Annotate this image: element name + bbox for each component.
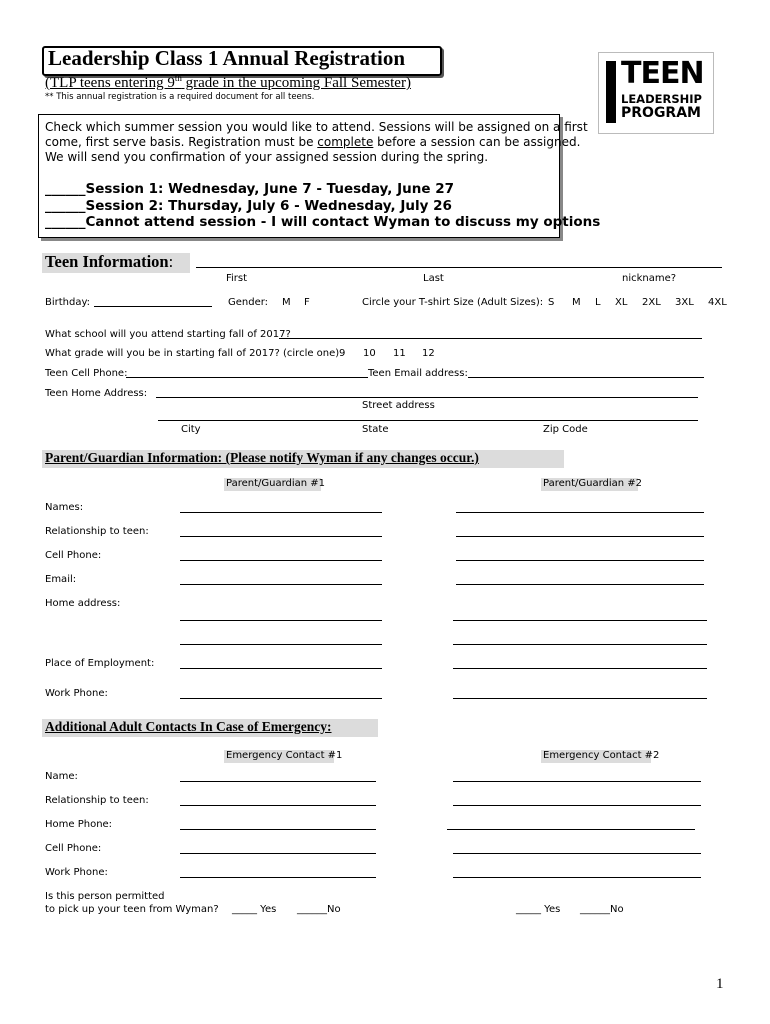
size-2xl[interactable]: 2XL <box>642 297 661 308</box>
teen-cell-label: Teen Cell Phone: <box>45 368 128 379</box>
parent-names-label: Names: <box>45 502 84 513</box>
teen-email-label: Teen Email address: <box>368 368 468 379</box>
first-label: First <box>226 273 248 284</box>
session-instructions-2: come, first serve basis. Registration must be complete before a session can be assigned. <box>45 135 581 149</box>
page-number: 1 <box>716 976 724 992</box>
parent2-col-label: Parent/Guardian #2 <box>543 478 643 489</box>
school-field[interactable] <box>279 338 702 339</box>
emergency1-cell-field[interactable] <box>180 853 376 854</box>
teen-email-field[interactable] <box>468 377 704 378</box>
emergency2-name-field[interactable] <box>453 781 701 782</box>
parent2-cell-field[interactable] <box>456 560 704 561</box>
teen-name-field[interactable] <box>196 267 722 268</box>
parent2-home-field-2[interactable] <box>453 644 707 645</box>
logo-leadership: LEADERSHIP <box>621 92 702 106</box>
parent1-employment-field[interactable] <box>180 668 382 669</box>
parent-work-label: Work Phone: <box>45 688 108 699</box>
parent-home-label: Home address: <box>45 598 121 609</box>
logo-bar <box>606 61 616 123</box>
emergency1-yes[interactable]: _____ Yes <box>232 904 277 915</box>
emergency-work-label: Work Phone: <box>45 867 108 878</box>
emergency2-cell-field[interactable] <box>453 853 701 854</box>
parent1-home-field-2[interactable] <box>180 644 382 645</box>
parent2-name-field[interactable] <box>456 512 704 513</box>
required-note: ** This annual registration is a required document for all teens. <box>45 92 315 102</box>
permit-label-2: to pick up your teen from Wyman? <box>45 904 219 915</box>
parent-email-label: Email: <box>45 574 77 585</box>
birthday-field[interactable] <box>94 306 212 307</box>
parent2-email-field[interactable] <box>456 584 704 585</box>
session-instructions-3: We will send you confirmation of your assigned session during the spring. <box>45 150 489 164</box>
teen-home-label: Teen Home Address: <box>45 388 148 399</box>
city-label: City <box>181 424 201 435</box>
session-option-1[interactable]: ______Session 1: Wednesday, June 7 - Tuesday, June 27 <box>45 181 454 197</box>
emergency2-no[interactable]: ______No <box>580 904 624 915</box>
teen-info-heading: Teen Information: <box>45 252 174 271</box>
zip-label: Zip Code <box>543 424 588 435</box>
grade-9[interactable]: 9 <box>339 348 346 359</box>
last-label: Last <box>423 273 444 284</box>
logo-teen: TEEN <box>621 56 704 91</box>
teen-leadership-program-logo <box>598 52 714 134</box>
gender-label: Gender: <box>228 297 269 308</box>
street-address-label: Street address <box>362 400 435 411</box>
page-title: Leadership Class 1 Annual Registration <box>48 46 406 70</box>
size-s[interactable]: S <box>548 297 555 308</box>
emergency2-home-field[interactable] <box>447 829 695 830</box>
emergency1-col-label: Emergency Contact #1 <box>226 750 343 761</box>
grade-10[interactable]: 10 <box>363 348 376 359</box>
subtitle: (TLP teens entering 9th grade in the upcoming Fall Semester) <box>45 73 411 91</box>
parent2-work-field[interactable] <box>453 698 707 699</box>
size-4xl[interactable]: 4XL <box>708 297 727 308</box>
emergency2-col-label: Emergency Contact #2 <box>543 750 660 761</box>
emergency2-relationship-field[interactable] <box>453 805 701 806</box>
parent2-employment-field[interactable] <box>453 668 707 669</box>
parent-relationship-label: Relationship to teen: <box>45 526 149 537</box>
city-state-zip-field[interactable] <box>158 420 698 421</box>
emergency1-work-field[interactable] <box>180 877 376 878</box>
parent-employment-label: Place of Employment: <box>45 658 155 669</box>
birthday-label: Birthday: <box>45 297 91 308</box>
street-address-field[interactable] <box>156 397 698 398</box>
school-label: What school will you attend starting fall of 2017? <box>45 329 291 340</box>
emergency-cell-label: Cell Phone: <box>45 843 102 854</box>
emergency-relationship-label: Relationship to teen: <box>45 795 149 806</box>
size-3xl[interactable]: 3XL <box>675 297 694 308</box>
emergency1-name-field[interactable] <box>180 781 376 782</box>
parent1-relationship-field[interactable] <box>180 536 382 537</box>
state-label: State <box>362 424 389 435</box>
parent1-col-label: Parent/Guardian #1 <box>226 478 326 489</box>
permit-label-1: Is this person permitted <box>45 891 165 902</box>
nickname-label: nickname? <box>622 273 677 284</box>
parent1-email-field[interactable] <box>180 584 382 585</box>
parent-info-heading: Parent/Guardian Information: (Please notify Wyman if any changes occur.) <box>45 450 479 465</box>
size-xl[interactable]: XL <box>615 297 628 308</box>
parent1-cell-field[interactable] <box>180 560 382 561</box>
grade-12[interactable]: 12 <box>422 348 435 359</box>
session-option-2[interactable]: ______Session 2: Thursday, July 6 - Wednesday, July 26 <box>45 198 452 214</box>
parent1-name-field[interactable] <box>180 512 382 513</box>
parent1-home-field-1[interactable] <box>180 620 382 621</box>
session-instructions-1: Check which summer session you would like to attend. Sessions will be assigned on a first <box>45 120 588 134</box>
gender-m[interactable]: M <box>282 297 291 308</box>
emergency1-no[interactable]: ______No <box>297 904 341 915</box>
parent1-work-field[interactable] <box>180 698 382 699</box>
tshirt-label: Circle your T-shirt Size (Adult Sizes): <box>362 297 544 308</box>
size-m[interactable]: M <box>572 297 581 308</box>
gender-f[interactable]: F <box>304 297 310 308</box>
parent-cell-label: Cell Phone: <box>45 550 102 561</box>
logo-program: PROGRAM <box>621 105 701 121</box>
session-option-3[interactable]: ______Cannot attend session - I will contact Wyman to discuss my options <box>45 214 601 230</box>
emergency2-work-field[interactable] <box>453 877 701 878</box>
grade-11[interactable]: 11 <box>393 348 406 359</box>
emergency1-relationship-field[interactable] <box>180 805 376 806</box>
parent2-home-field-1[interactable] <box>453 620 707 621</box>
emergency1-home-field[interactable] <box>180 829 376 830</box>
emergency2-yes[interactable]: _____ Yes <box>516 904 561 915</box>
grade-label: What grade will you be in starting fall of 2017? (circle one) <box>45 348 340 359</box>
emergency-home-label: Home Phone: <box>45 819 113 830</box>
emergency-heading: Additional Adult Contacts In Case of Emergency: <box>45 719 332 734</box>
size-l[interactable]: L <box>595 297 601 308</box>
parent2-relationship-field[interactable] <box>456 536 704 537</box>
teen-cell-field[interactable] <box>126 377 368 378</box>
emergency-name-label: Name: <box>45 771 78 782</box>
